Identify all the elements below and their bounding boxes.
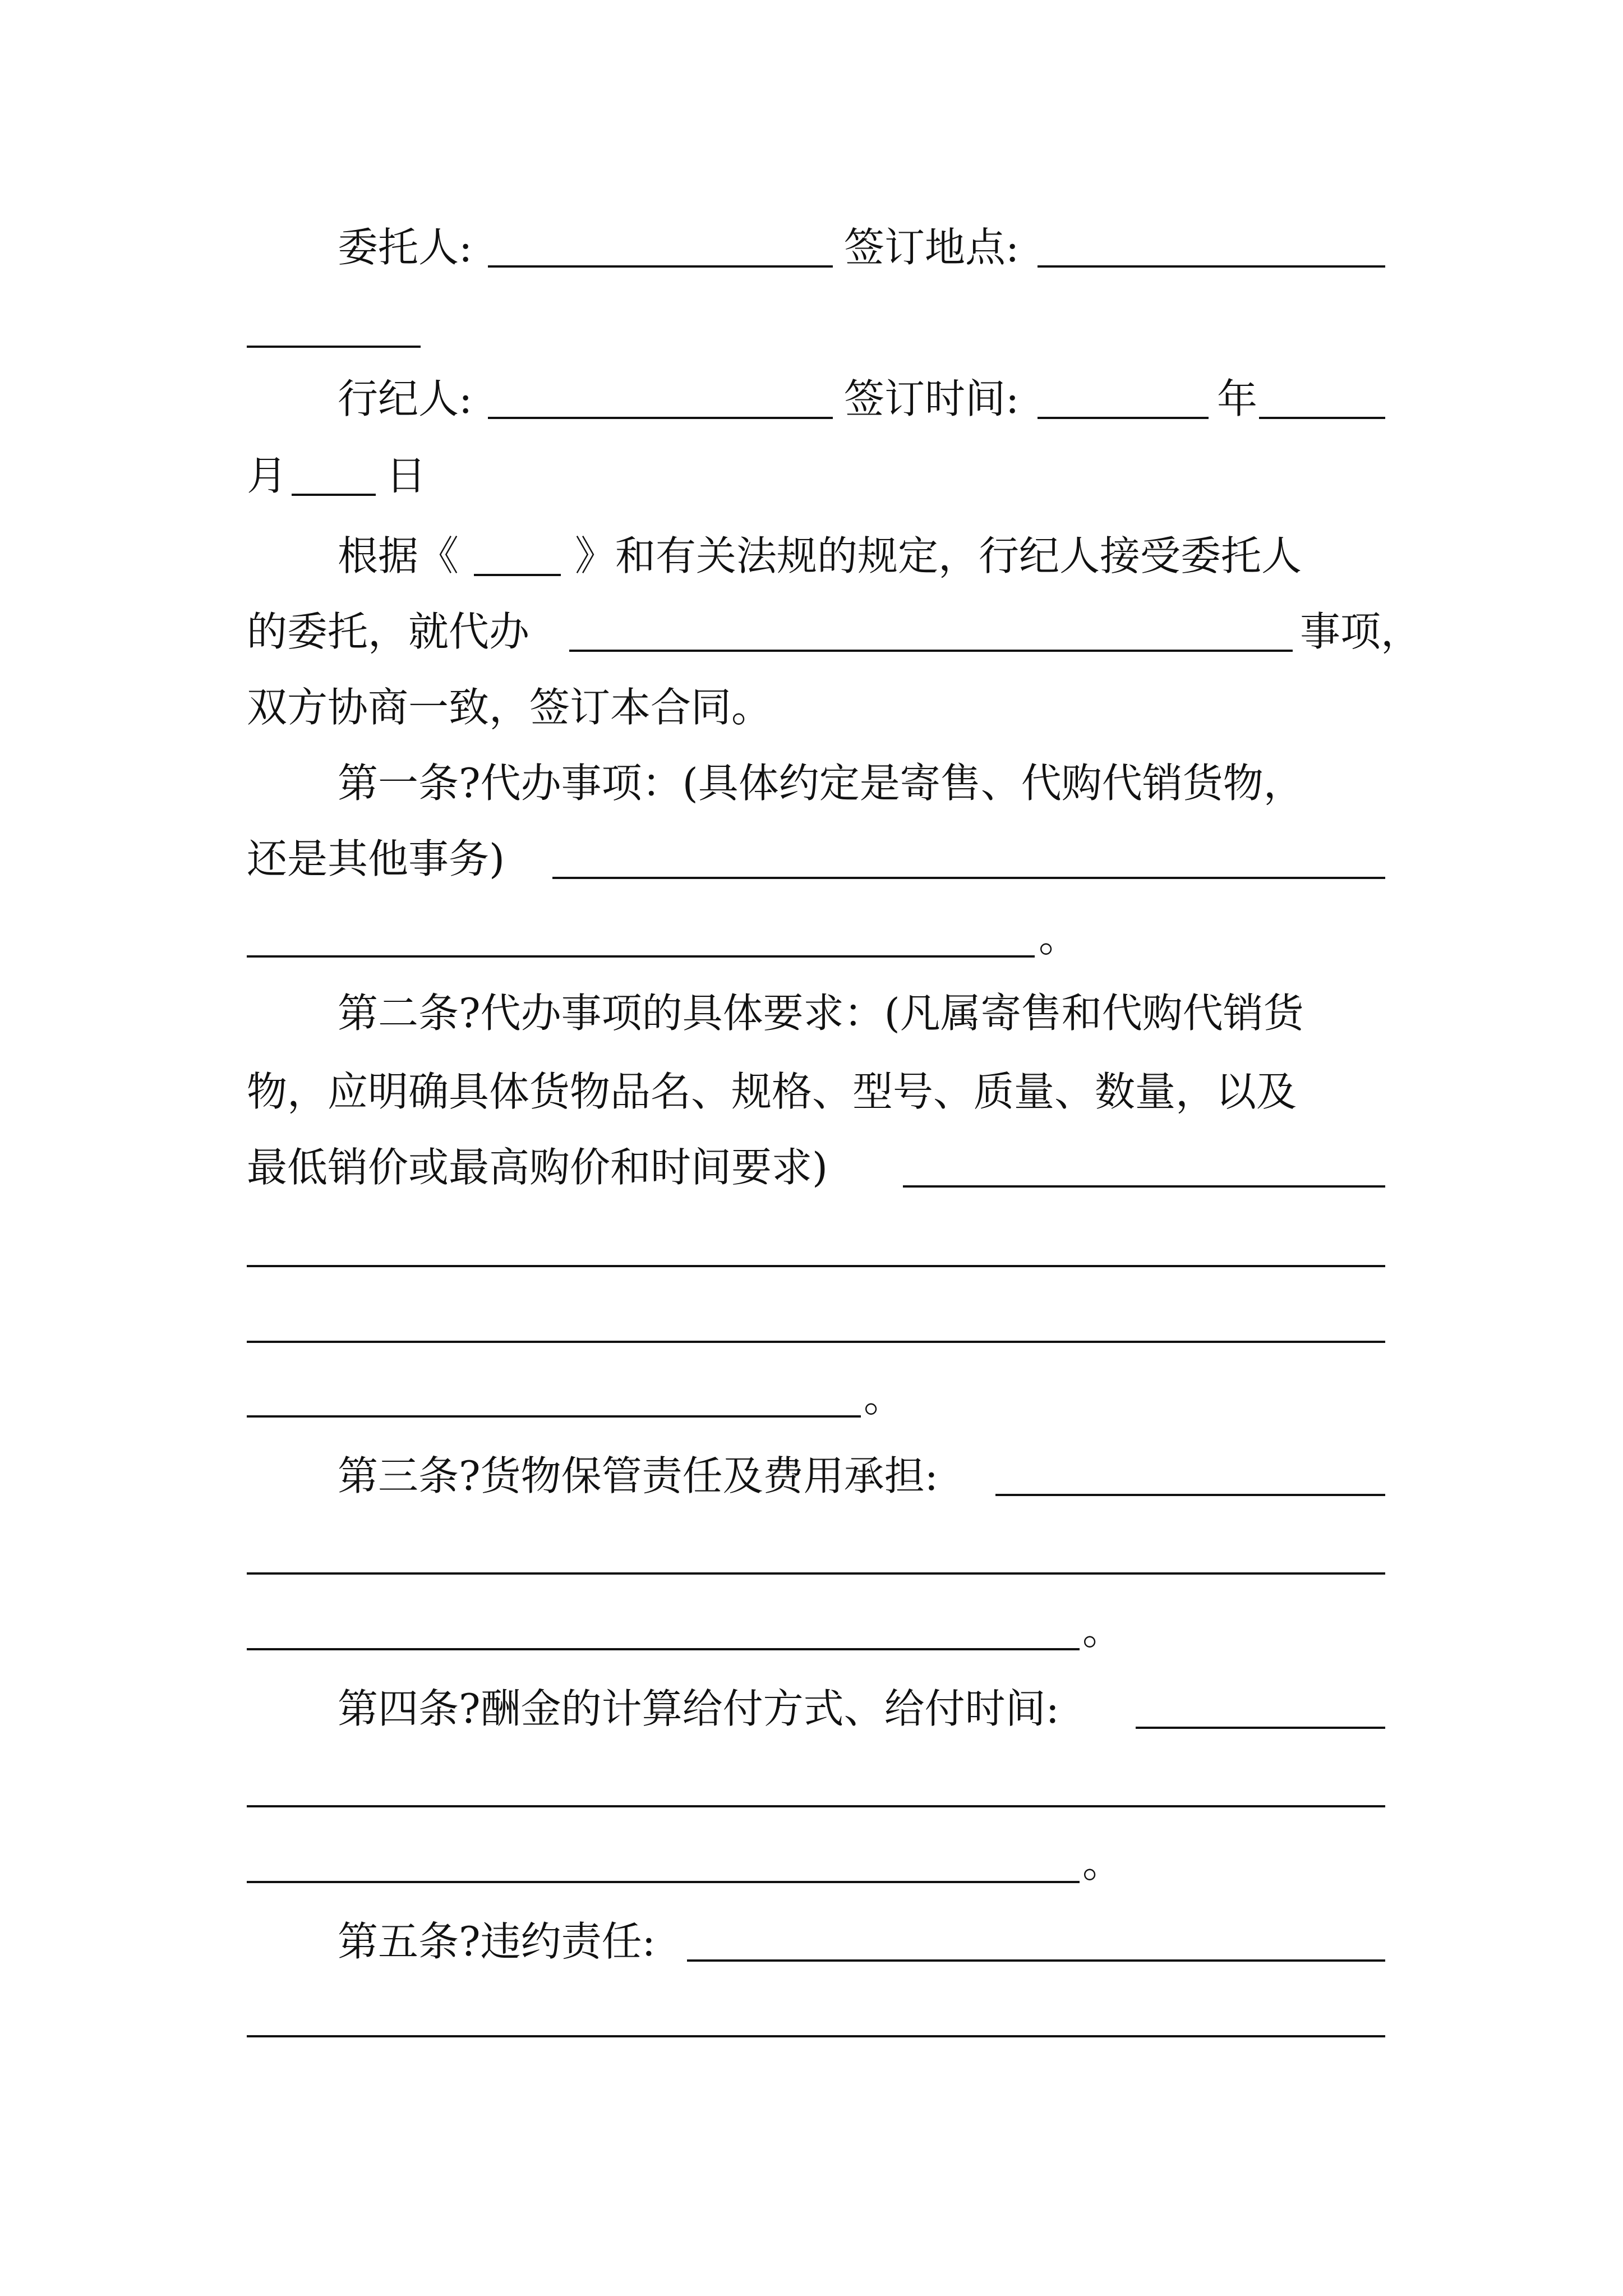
article-2-line-5 (247, 1303, 1385, 1387)
month-blank (1259, 417, 1385, 419)
day-label: 日 (386, 452, 427, 499)
article-5-blank-1 (687, 1959, 1385, 1962)
article-5-line-1 (247, 1918, 1385, 2005)
article-2-line-2 (247, 1068, 1385, 1156)
article-2-end-mark: 。 (864, 1374, 905, 1421)
article-3-line-2 (247, 1534, 1385, 1618)
article-2-line-2-text: 物，应明确具体货物品名、规格、型号、质量、数量，以及 (247, 1068, 1297, 1115)
article-3-line-1 (247, 1452, 1385, 1540)
intro-line-1-suffix: 》和有关法规的规定，行纪人接受委托人 (575, 532, 1302, 579)
sign-place-blank (1038, 265, 1385, 268)
article-5-blank-2 (247, 2035, 1385, 2037)
article-3-blank-3 (247, 1648, 1080, 1650)
intro-line-1-prefix: 根据《 (338, 532, 459, 579)
article-1-line-2-prefix: 还是其他事务) (247, 835, 505, 882)
article-1-end-mark: 。 (1039, 914, 1080, 961)
article-1-heading: 第一条?代办事项：(具体约定是寄售、代购代销货物， (338, 760, 1304, 807)
article-1-line-2 (247, 835, 1385, 923)
principal-label: 委托人: (338, 224, 473, 271)
article-1-blank-2 (247, 955, 1035, 958)
sign-place-label: 签订地点: (844, 224, 1020, 271)
article-2-heading: 第二条?代办事项的具体要求：(凡属寄售和代购代销货 (338, 990, 1304, 1037)
agency-matter-blank (569, 650, 1293, 652)
article-3-blank-2 (247, 1572, 1385, 1575)
article-3-heading: 第三条?货物保管责任及费用承担: (338, 1452, 938, 1499)
day-blank (292, 494, 376, 496)
broker-label: 行纪人: (338, 375, 473, 422)
article-1-blank-1 (552, 877, 1385, 879)
principal-line (247, 224, 1385, 311)
article-2-line-3 (247, 1144, 1385, 1231)
sign-place-continuation-blank (247, 346, 421, 348)
article-3-end-mark: 。 (1082, 1607, 1123, 1654)
intro-line-1 (247, 532, 1385, 620)
law-name-blank (474, 574, 561, 576)
article-4-heading: 第四条?酬金的计算给付方式、给付时间: (338, 1685, 1059, 1732)
sign-time-label: 签订时间: (844, 375, 1020, 422)
intro-line-2-suffix: 事项， (1300, 608, 1422, 655)
article-2-blank-2 (247, 1265, 1385, 1267)
month-label: 月 (247, 452, 288, 499)
date-continuation-line (247, 452, 1385, 540)
article-4-blank-2 (247, 1805, 1385, 1807)
article-3-blank-1 (995, 1494, 1385, 1496)
intro-line-3-text: 双方协商一致，签订本合同。 (247, 684, 772, 731)
article-4-line-2 (247, 1767, 1385, 1851)
article-2-line-3-prefix: 最低销价或最高购价和时间要求) (247, 1144, 828, 1191)
article-2-line-1 (247, 990, 1385, 1077)
article-4-blank-3 (247, 1881, 1080, 1883)
article-2-blank-3 (247, 1341, 1385, 1343)
article-5-line-2 (247, 1997, 1385, 2081)
year-label: 年 (1217, 375, 1258, 422)
principal-blank (488, 265, 833, 268)
article-1-line-1 (247, 760, 1385, 847)
article-3-line-3 (247, 1607, 1385, 1694)
article-2-line-6 (247, 1374, 1385, 1461)
intro-line-2-prefix: 的委托，就代办 (247, 608, 530, 655)
article-1-line-3 (247, 914, 1385, 1001)
article-2-blank-1 (903, 1185, 1385, 1188)
year-blank (1038, 417, 1209, 419)
article-4-end-mark: 。 (1082, 1839, 1123, 1887)
broker-line (247, 375, 1385, 463)
intro-line-2 (247, 608, 1422, 696)
article-4-line-1 (247, 1685, 1385, 1773)
article-5-heading: 第五条?违约责任: (338, 1918, 656, 1965)
article-4-line-3 (247, 1839, 1385, 1927)
broker-blank (488, 417, 833, 419)
intro-line-3 (247, 684, 1385, 771)
article-4-blank-1 (1136, 1727, 1385, 1729)
article-2-line-4 (247, 1227, 1385, 1311)
article-2-blank-4 (247, 1415, 861, 1418)
